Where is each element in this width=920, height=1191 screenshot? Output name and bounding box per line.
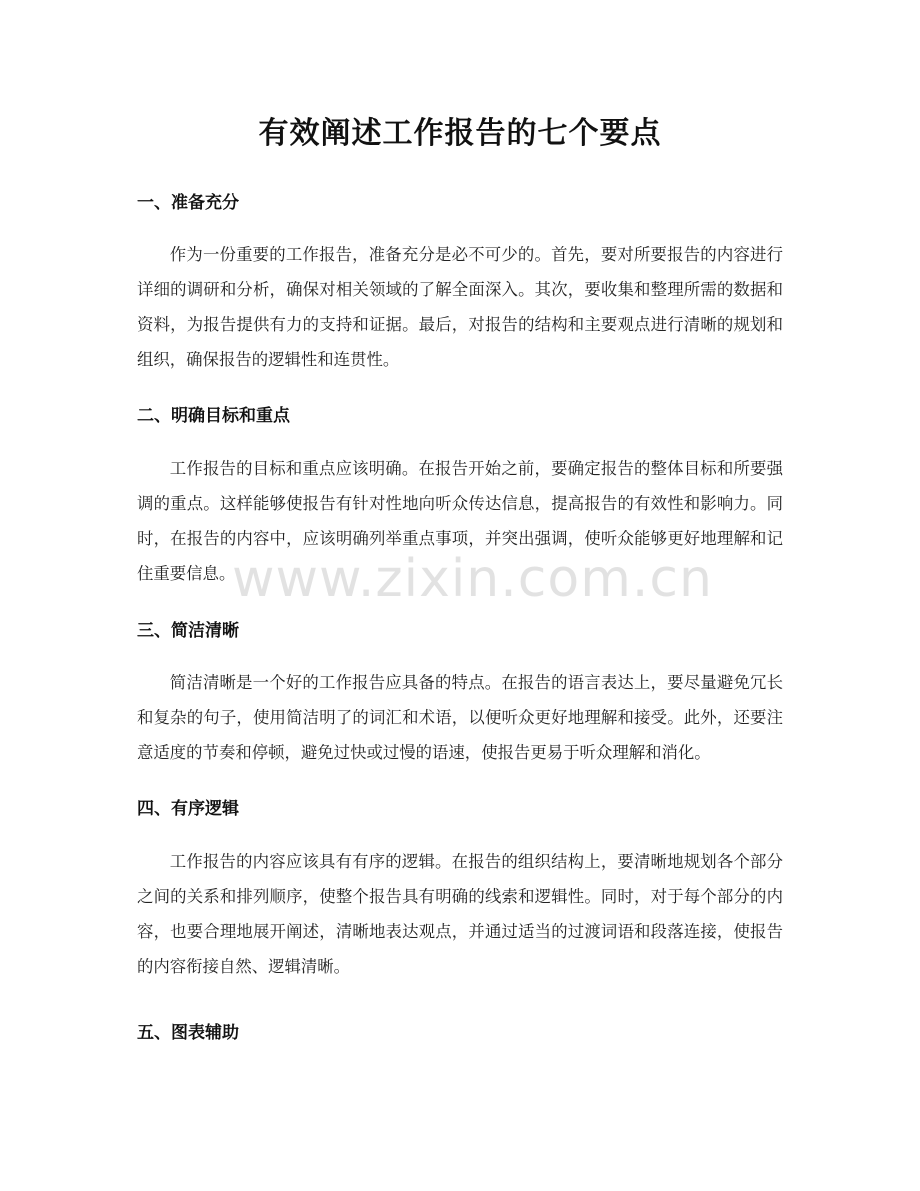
section-heading: 五、图表辅助: [137, 1023, 239, 1043]
watermark-text: www.zixin.com.cn: [232, 549, 713, 609]
section-preparation: [137, 188, 783, 377]
section-goals-focus: [137, 401, 783, 591]
section-orderly-logic: [137, 794, 783, 984]
section-paragraph: 作为一份重要的工作报告，准备充分是必不可少的。首先，要对所要报告的内容进行详细的调研和分析，确保对相关领域的了解全面深入。其次，要收集和整理所需的数据和资料，为报告提供有力的支持和证据。最后，对报告的结构和主要观点进行清晰的规划和组织，确保报告的逻辑性和连贯性。: [137, 245, 783, 369]
section-chart-assist: [137, 1018, 783, 1048]
section-paragraph: 简洁清晰是一个好的工作报告应具备的特点。在报告的语言表达上，要尽量避免冗长和复杂的句子，使用简洁明了的词汇和术语，以便听众更好地理解和接受。此外，还要注意适度的节奏和停顿，避免过快或过慢的语速，使报告更易于听众理解和消化。: [137, 673, 783, 762]
section-heading: 四、有序逻辑: [137, 799, 239, 819]
section-paragraph: 工作报告的内容应该具有有序的逻辑。在报告的组织结构上，要清晰地规划各个部分之间的关系和排列顺序，使整个报告具有明确的线索和逻辑性。同时，对于每个部分的内容，也要合理地展开阐述，清晰地表达观点，并通过适当的过渡词语和段落连接，使报告的内容衔接自然、逻辑清晰。: [137, 852, 783, 976]
section-heading: 三、简洁清晰: [137, 621, 239, 641]
section-paragraph: 工作报告的目标和重点应该明确。在报告开始之前，要确定报告的整体目标和所要强调的重点。这样能够使报告有针对性地向听众传达信息，提高报告的有效性和影响力。同时，在报告的内容中，应该明确列举重点事项，并突出强调，使听众能够更好地理解和记住重要信息。: [137, 459, 783, 583]
section-heading: 二、明确目标和重点: [137, 406, 290, 426]
section-heading: 一、准备充分: [137, 193, 239, 213]
section-concise-clear: [137, 616, 783, 770]
document-title: 有效阐述工作报告的七个要点: [258, 116, 662, 151]
